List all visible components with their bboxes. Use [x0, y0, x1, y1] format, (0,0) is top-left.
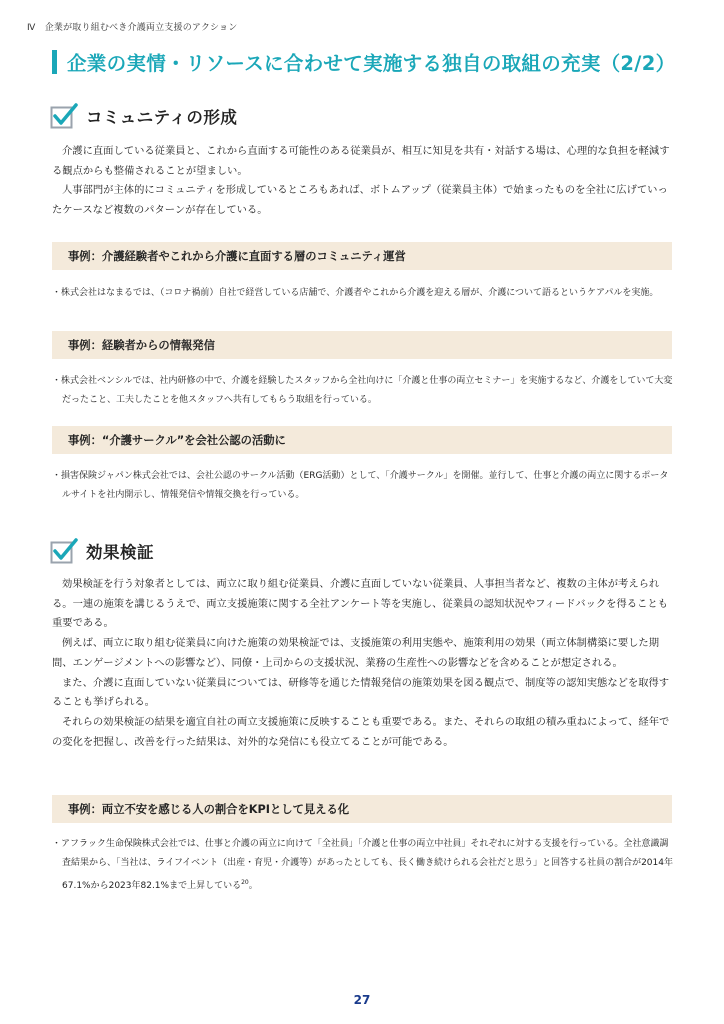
section-body-effect-verification	[52, 575, 676, 752]
case-title-bar	[52, 795, 672, 823]
paragraph: また、介護に直面していない従業員については、研修等を通じた情報発信の施策効果を図る観点で、制度等の認知実態などを取得することも挙げられる。	[52, 676, 670, 709]
checkbox-icon	[50, 538, 76, 564]
page-title-text: 企業の実情・リソースに合わせて実施する独自の取組の充実（2/2）	[67, 52, 676, 75]
case-body	[52, 467, 674, 505]
checkbox-icon	[50, 103, 76, 129]
case-text: ・株式会社ベンシルでは、社内研修の中で、介護を経験したスタッフから全社向けに「介護と仕事の両立セミナー」を実施するなど、介護をしていて大変だったこと、工夫したことを他スタッフへ共有してもらう取組を行っている。	[52, 376, 673, 405]
section-heading-effect-verification	[50, 538, 154, 564]
paragraph: 例えば、両立に取り組む従業員に向けた施策の効果検証では、支援施策の利用実態や、施策利用の効果（両立体制構築に要した期間、エンゲージメントへの影響など）、同僚・上司からの支援状況、業務の生産性への影響などを含めることが想定される。	[52, 637, 660, 669]
case-title: 事例：介護経験者やこれから介護に直面する層のコミュニティ運営	[68, 250, 406, 263]
case-title-bar	[52, 331, 672, 359]
paragraph: 効果検証を行う対象者としては、両立に取り組む従業員、介護に直面していない従業員、人事担当者など、複数の主体が考えられる。一連の施策を講じるうえで、両立支援施策に関する全社アンケート等を実施し、従業員の認知状況やフィードバックを得ることも重要である。	[52, 578, 668, 630]
case-text: ・株式会社はなまるでは、（コロナ禍前）自社で経営している店舗で、介護者やこれから介護を迎える層が、介護について語るというケアパルを実施。	[52, 288, 659, 298]
case-title-bar	[52, 242, 672, 270]
page-number: 27	[353, 993, 371, 1007]
section-body-community	[52, 142, 676, 221]
case-body	[52, 835, 674, 896]
case-text-content: ・アフラック生命保険株式会社では、仕事と介護の両立に向けて「全社員」「介護と仕事の両立中社員」それぞれに対する支援を行っている。全社意識調査結果から、「当社は、ライフイベント（出産・育児・介護等）があったとしても、長く働き続けられる会社だと思う」と回答する社員の割合が2014年67.1%から2023年82.1%まで上昇している	[52, 839, 673, 891]
case-title-bar	[52, 426, 672, 454]
case-title: 事例：経験者からの情報発信	[68, 339, 215, 352]
case-body	[52, 284, 674, 303]
section-heading-community	[50, 103, 237, 129]
footnote-ref: 20	[241, 879, 249, 886]
case-body	[52, 372, 674, 410]
case-text: ・損害保険ジャパン株式会社では、会社公認のサークル活動（ERG活動）として、「介護サークル」を開催。並行して、仕事と介護の両立に関するポータルサイトを社内開示し、情報発信や情報交換を行っている。	[52, 471, 669, 500]
paragraph: 介護に直面している従業員と、これから直面する可能性のある従業員が、相互に知見を共有・対話する場は、心理的な負担を軽減する観点からも整備されることが望ましい。	[52, 145, 670, 177]
case-title: 事例：両立不安を感じる人の割合をKPIとして見える化	[68, 803, 350, 816]
title-accent-bar	[52, 50, 57, 74]
paragraph: それらの効果検証の結果を適宜自社の両立支援施策に反映することも重要である。また、それらの取組の積み重ねによって、経年での変化を把握し、改善を行った結果は、対外的な発信にも役立てることが可能である。	[52, 715, 670, 748]
case-text: ・アフラック生命保険株式会社では、仕事と介護の両立に向けて「全社員」「介護と仕事の両立中社員」それぞれに対する支援を行っている。全社意識調査結果から、「当社は、ライフイベント（出産・育児・介護等）があったとしても、長く働き続けられる会社だと思う」と回答する社員の割合が2014年67.1%から2023年82.1%まで上昇している$^{20}$。	[52, 839, 673, 891]
paragraph: 人事部門が主体的にコミュニティを形成しているところもあれば、ボトムアップ（従業員主体）で始まったものを全社に広げていったケースなど複数のパターンが存在している。	[52, 184, 668, 217]
chapter-header: Ⅳ 企業が取り組むべき介護両立支援のアクション	[27, 23, 238, 33]
section-heading-text: 効果検証	[86, 543, 154, 562]
case-title: 事例：“介護サークル”を会社公認の活動に	[68, 434, 286, 447]
page-title	[52, 48, 675, 76]
section-heading-text: コミュニティの形成	[86, 108, 238, 127]
